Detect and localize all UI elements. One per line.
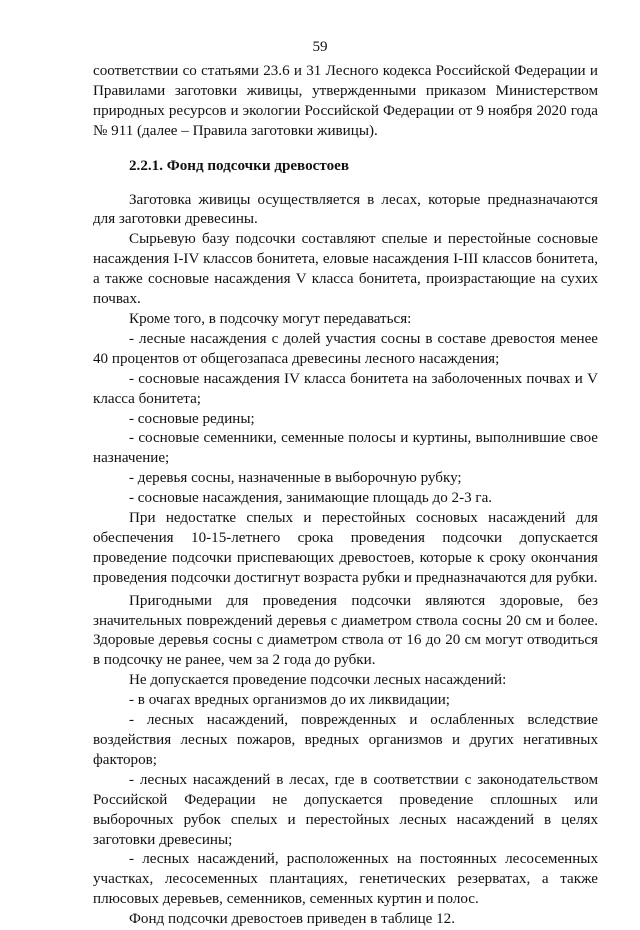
- list-item: - сосновые насаждения IV класса бонитета на заболоченных почвах и V класса бонитета;: [93, 370, 598, 407]
- list-item: - лесных насаждений, поврежденных и ослабленных вследствие воздействия лесных пожаров, вредных организмов и других негативных факторов;: [93, 712, 598, 768]
- paragraph: Пригодными для проведения подсочки являются здоровые, без значительных повреждений деревья с диаметром ствола сосны 20 см и более. Здоровые деревья сосны с диаметром ствола от 16 до 20 см могут отводиться в подсочку не ранее, чем за 2 года до рубки.: [93, 592, 598, 669]
- list-item: - сосновые семенники, семенные полосы и куртины, выполнившие свое назначение;: [93, 430, 598, 467]
- paragraph: Кроме того, в подсочку могут передаваться:: [129, 310, 412, 327]
- section-heading: 2.2.1. Фонд подсочки древостоев: [129, 157, 349, 174]
- list-item: - сосновые насаждения, занимающие площадь до 2-3 га.: [129, 490, 493, 507]
- list-item: - в очагах вредных организмов до их ликвидации;: [129, 692, 450, 709]
- page-number: 59: [312, 39, 328, 55]
- list-item: - сосновые редины;: [129, 410, 255, 427]
- list-item: - лесные насаждения с долей участия сосны в составе древостоя менее 40 процентов от общегозапаса древесины лесного насаждения;: [93, 330, 598, 367]
- list-item: - лесных насаждений в лесах, где в соответствии с законодательством Российской Федерации не допускается проведение сплошных или выборочных рубок спелых и перестойных лесных насаждений в целях заготовки древесины;: [93, 771, 598, 848]
- paragraph: При недостатке спелых и перестойных сосновых насаждений для обеспечения 10-15-летнего срока проведения подсочки допускается проведение подсочки приспевающих древостоев, которые к сроку окончания проведения подсочки достигнут возраста рубки и предназначаются для рубки.: [93, 510, 598, 586]
- paragraph: Заготовка живицы осуществляется в лесах, которые предназначаются для заготовки древесины.: [93, 191, 598, 228]
- paragraph: Сырьевую базу подсочки составляют спелые и перестойные сосновые насаждения I-IV классов бонитета, еловые насаждения I-III классов бонитета, а также сосновые насаждения V класса бонитета, произрастающие на сухих почвах.: [93, 231, 598, 308]
- paragraph: соответствии со статьями 23.6 и 31 Лесного кодекса Российской Федерации и Правилами заготовки живицы, утвержденными приказом Министерством природных ресурсов и экологии Российской Федерации от 9 ноября 2020 года № 911 (далее – Правила заготовки живицы).: [93, 63, 598, 139]
- body-text: [93, 62, 598, 930]
- list-item: - деревья сосны, назначенные в выборочную рубку;: [129, 470, 462, 487]
- paragraph: Не допускается проведение подсочки лесных насаждений:: [129, 672, 507, 689]
- paragraph: Фонд подсочки древостоев приведен в таблице 12.: [129, 911, 455, 928]
- list-item: - лесных насаждений, расположенных на постоянных лесосеменных участках, лесосеменных плантациях, генетических резерватах, а также плюсовых деревьев, семенников, семенных куртин и полос.: [93, 851, 598, 908]
